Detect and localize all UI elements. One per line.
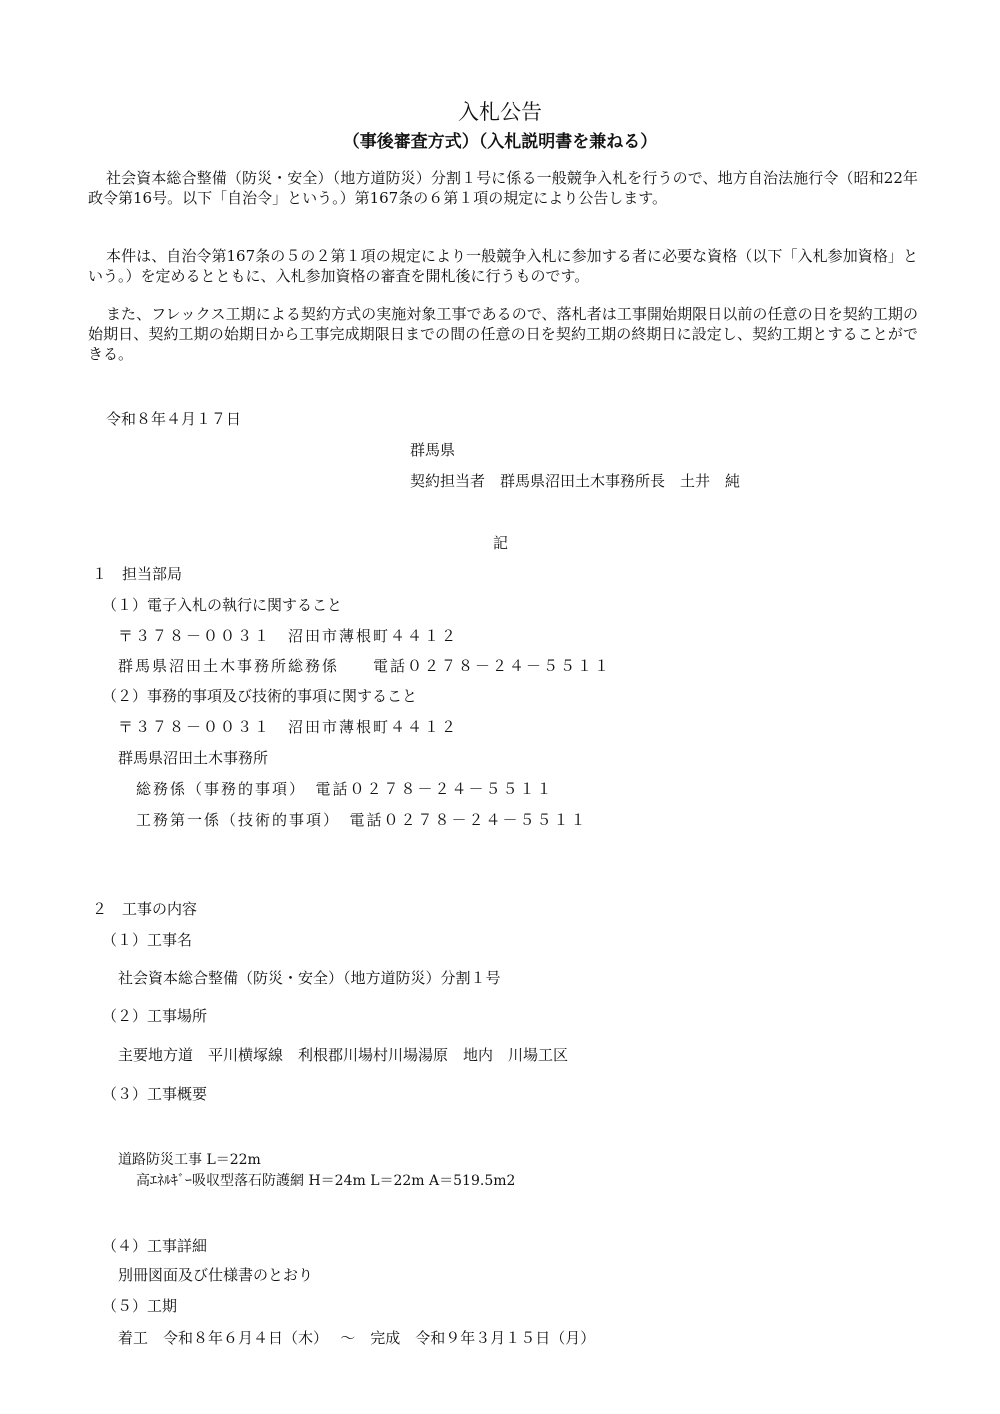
work-outline-label: （３）工事概要 — [102, 1085, 208, 1103]
section-1-item-2-address: 〒３７８－００３１ 沼田市薄根町４４１２ — [118, 718, 459, 736]
section-1-contact-general: 総務係（事務的事項） 電話０２７８－２４－５５１１ — [136, 780, 554, 798]
intro-paragraph-2: 本件は、自治令第167条の５の２第１項の規定により一般競争入札に参加する者に必要な資格（以下「入札参加資格」という。）を定めるとともに、入札参加資格の審査を開札後に行うものです。 — [88, 247, 918, 285]
work-place-value: 主要地方道 平川横塚線 利根郡川場村川場湯原 地内 川場工区 — [118, 1046, 569, 1064]
work-outline-line-2: 高ｴﾈﾙｷﾞｰ吸収型落石防護網 H＝24m L＝22m A＝519.5m2 — [136, 1173, 516, 1189]
work-detail-label: （４）工事詳細 — [102, 1237, 208, 1255]
work-place-label: （２）工事場所 — [102, 1007, 208, 1025]
page-subtitle: （事後審査方式）（入札説明書を兼ねる） — [342, 132, 658, 152]
section-2-heading: ２ 工事の内容 — [92, 900, 198, 918]
issuer-officer: 契約担当者 群馬県沼田土木事務所長 土井 純 — [410, 472, 741, 490]
intro-paragraph-1: 社会資本総合整備（防災・安全）（地方道防災）分割１号に係る一般競争入札を行うので、地方自治法施行令（昭和22年政令第16号。以下「自治令」という。）第167条の６第１項の規定により公告します。 — [88, 169, 918, 207]
section-1-item-2-office: 群馬県沼田土木事務所 — [118, 749, 269, 767]
issuer-prefecture: 群馬県 — [410, 441, 456, 459]
notice-date: 令和８年４月１７日 — [106, 410, 242, 428]
work-name-label: （１）工事名 — [102, 931, 193, 949]
section-1-item-1-office: 群馬県沼田土木事務所総務係 電話０２７８－２４－５５１１ — [118, 657, 612, 675]
work-name-value: 社会資本総合整備（防災・安全）（地方道防災）分割１号 — [118, 969, 501, 987]
intro-paragraph-3: また、フレックス工期による契約方式の実施対象工事であるので、落札者は工事開始期限日以前の任意の日を契約工期の始期日、契約工期の始期日から工事完成期限日までの間の任意の日を契約工期の終期日に設定し、契約工期とすることができる。 — [88, 305, 918, 363]
work-period-label: （５）工期 — [102, 1297, 178, 1315]
section-1-item-1-address: 〒３７８－００３１ 沼田市薄根町４４１２ — [118, 627, 459, 645]
section-1-item-2-label: （２）事務的事項及び技術的事項に関すること — [102, 687, 418, 705]
ki-marker: 記 — [493, 534, 509, 552]
work-outline-line-1: 道路防災工事 L＝22m — [118, 1152, 261, 1168]
section-1-heading: １ 担当部局 — [92, 565, 183, 583]
section-1-item-1-label: （１）電子入札の執行に関すること — [102, 596, 343, 614]
page-title: 入札公告 — [458, 100, 542, 124]
work-period-value: 着工 令和８年６月４日（木） ～ 完成 令和９年３月１５日（月） — [118, 1329, 596, 1347]
section-1-contact-technical: 工務第一係（技術的事項） 電話０２７８－２４－５５１１ — [136, 811, 588, 829]
work-detail-value: 別冊図面及び仕様書のとおり — [118, 1266, 314, 1284]
